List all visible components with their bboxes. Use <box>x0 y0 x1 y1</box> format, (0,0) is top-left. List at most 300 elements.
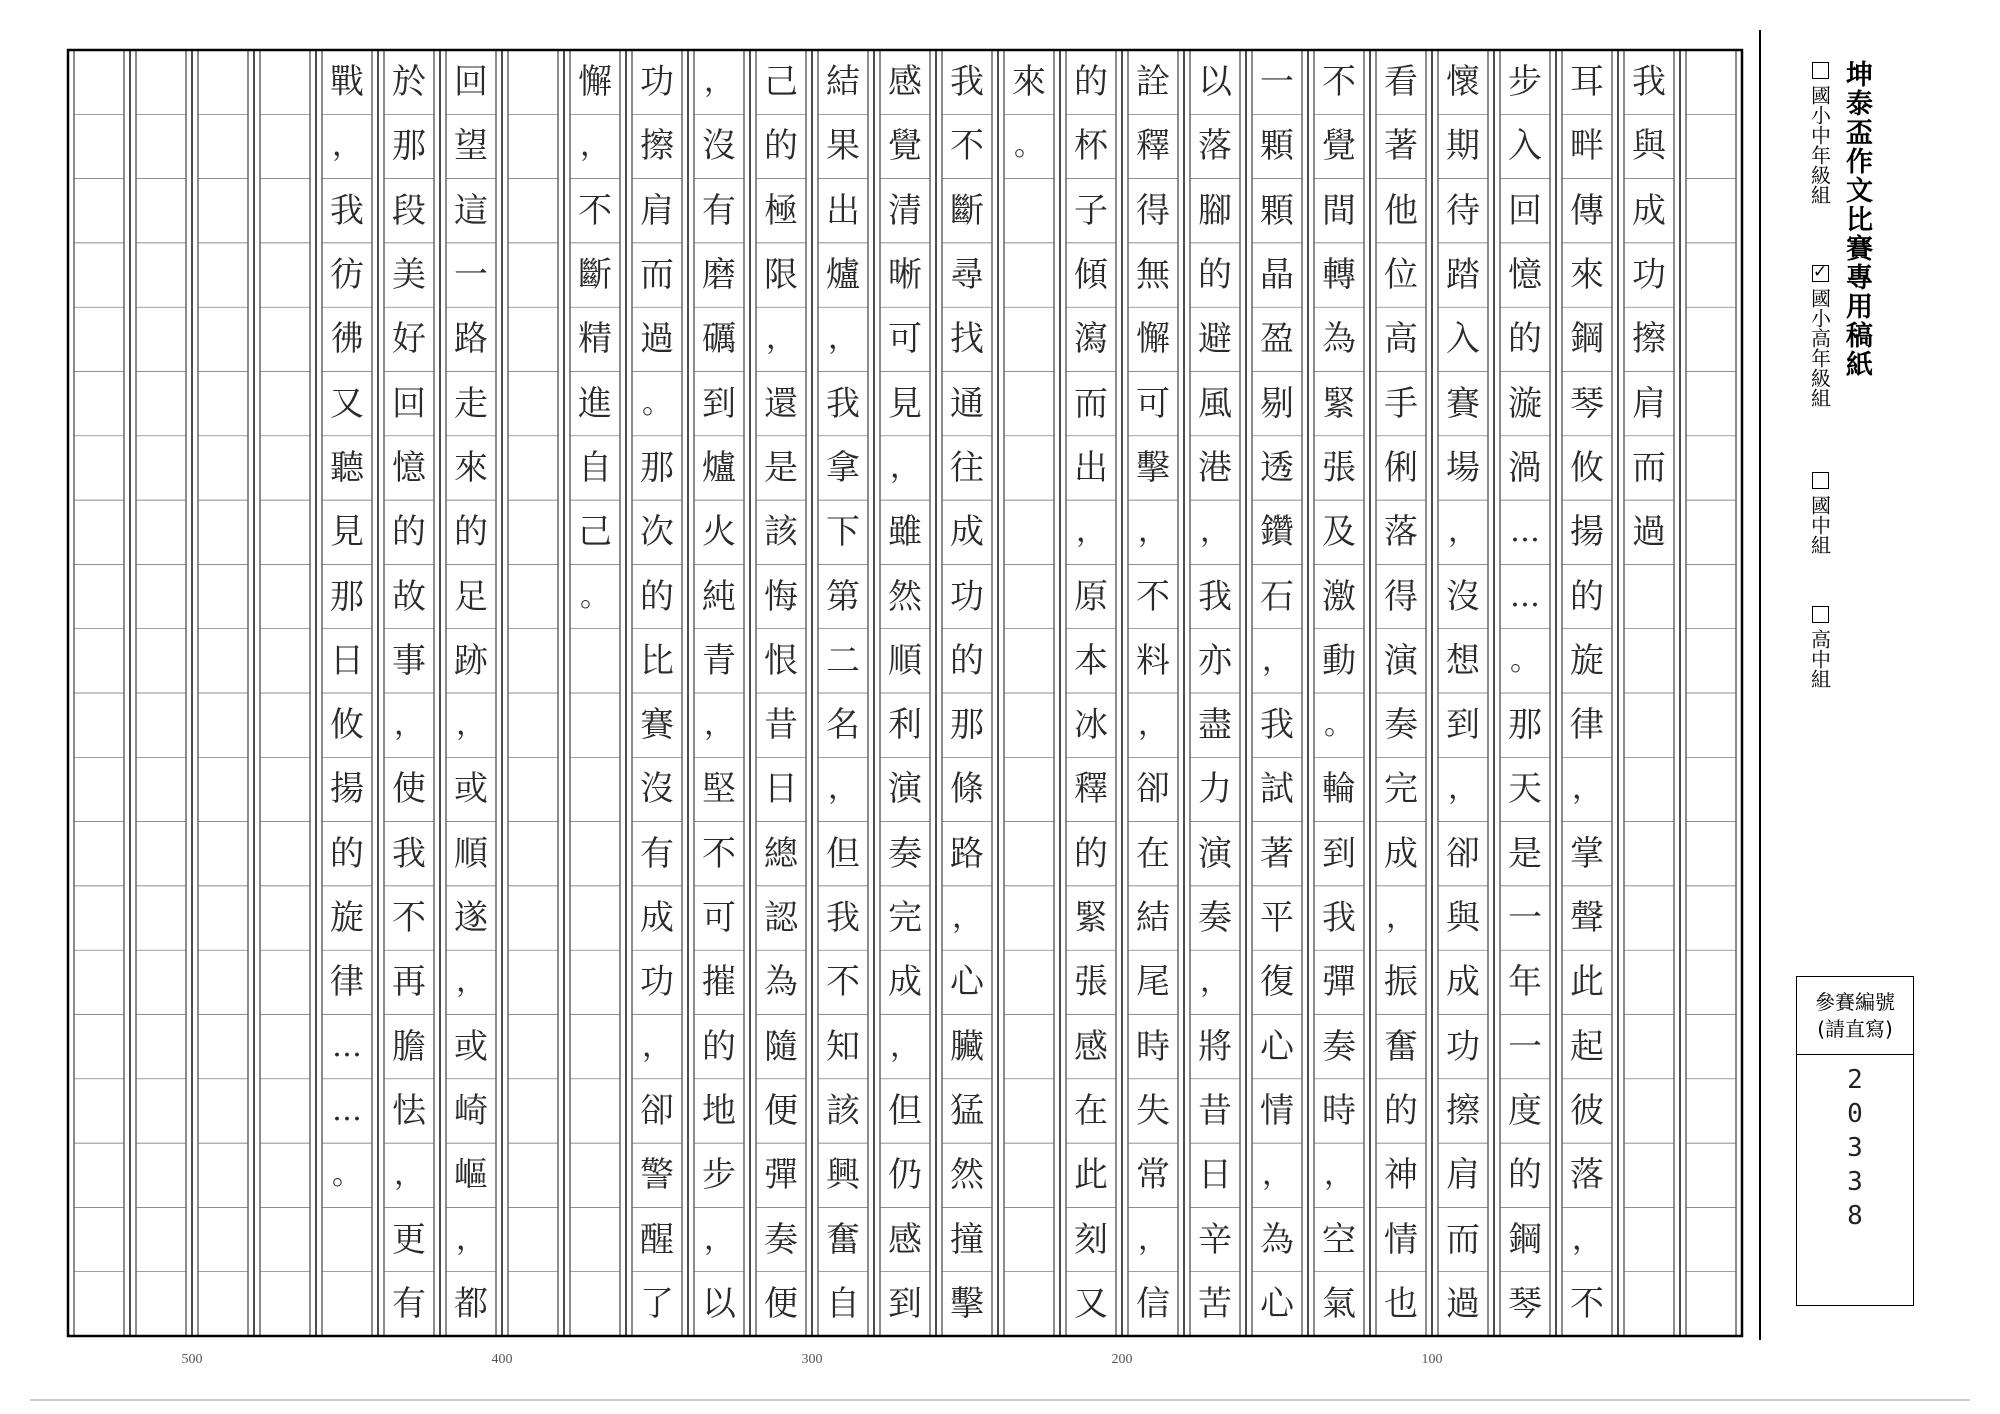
entry-label-line2: (請直寫) <box>1817 1016 1893 1041</box>
char-cell: 腳 <box>1198 190 1232 231</box>
char-cell: 我 <box>1198 576 1232 617</box>
char-cell: 透 <box>1260 447 1294 488</box>
char-cell: 聽 <box>330 447 364 488</box>
char-cell: ， <box>1262 642 1292 678</box>
char-cell: 便 <box>764 1283 798 1324</box>
char-cell: 想 <box>1446 640 1480 681</box>
char-cell: 彼 <box>1570 1090 1604 1131</box>
char-cell: 本 <box>1074 640 1108 681</box>
char-cell: 斷 <box>950 190 984 231</box>
option-label: 高中組 <box>1807 629 1832 689</box>
char-cell: 功 <box>1446 1026 1480 1067</box>
char-cell: 的 <box>1074 833 1108 874</box>
char-cell: 可 <box>1136 383 1170 424</box>
char-cell: 攸 <box>1570 447 1604 488</box>
char-cell: 盡 <box>1198 705 1232 746</box>
char-cell: 。 <box>1324 707 1354 743</box>
char-cell: 有 <box>640 833 674 874</box>
char-cell: 堅 <box>702 769 736 810</box>
char-cell: 期 <box>1446 126 1480 167</box>
char-cell: 恨 <box>764 640 798 681</box>
char-cell: 可 <box>702 898 736 939</box>
char-cell: 情 <box>1384 1219 1418 1260</box>
scale-number: 200 <box>1111 1352 1133 1367</box>
char-cell: 通 <box>950 383 984 424</box>
char-cell: 斷 <box>578 255 612 296</box>
char-cell: 的 <box>950 640 984 681</box>
char-cell: 二 <box>826 640 860 681</box>
char-cell: 時 <box>1136 1026 1170 1067</box>
char-cell: 氣 <box>1322 1283 1356 1324</box>
char-cell: 此 <box>1570 962 1604 1003</box>
char-cell: 沒 <box>1446 576 1480 617</box>
char-cell: 彈 <box>764 1155 798 1196</box>
char-cell: 結 <box>1136 898 1170 939</box>
char-cell: 猛 <box>950 1090 984 1131</box>
char-cell: 奏 <box>1322 1026 1356 1067</box>
char-cell: 剔 <box>1260 383 1294 424</box>
char-cell: 臟 <box>950 1026 984 1067</box>
char-cell: 為 <box>1260 1219 1294 1260</box>
char-cell: 踏 <box>1446 255 1480 296</box>
char-cell: 彷 <box>330 255 364 296</box>
char-cell: ， <box>1200 514 1230 550</box>
char-cell: 一 <box>454 255 488 296</box>
char-cell: 奏 <box>1384 705 1418 746</box>
char-cell: 時 <box>1322 1090 1356 1131</box>
char-cell: 風 <box>1198 383 1232 424</box>
char-cell: 傾 <box>1074 255 1108 296</box>
char-cell: 落 <box>1570 1155 1604 1196</box>
char-cell: 於 <box>392 62 426 103</box>
option-label: 國中組 <box>1807 495 1832 555</box>
char-cell: 揚 <box>1570 512 1604 553</box>
char-cell: 便 <box>764 1090 798 1131</box>
char-cell: 亦 <box>1198 640 1232 681</box>
char-cell: ， <box>1138 1221 1168 1257</box>
char-cell: 得 <box>1136 190 1170 231</box>
char-cell: 手 <box>1384 383 1418 424</box>
checkbox-checked[interactable]: ✓ <box>1812 262 1828 282</box>
char-cell: 振 <box>1384 962 1418 1003</box>
char-cell: 力 <box>1198 769 1232 810</box>
char-cell: ， <box>828 321 858 357</box>
char-cell: 試 <box>1260 769 1294 810</box>
char-cell: 賽 <box>1446 383 1480 424</box>
scale-number: 300 <box>801 1352 823 1367</box>
char-cell: 落 <box>1384 512 1418 553</box>
char-cell: 渦 <box>1508 447 1542 488</box>
char-cell: ， <box>890 1028 920 1064</box>
entry-number-box <box>1796 976 1914 1306</box>
char-cell: 以 <box>702 1283 736 1324</box>
char-cell: 盈 <box>1260 319 1294 360</box>
char-cell: 青 <box>702 640 736 681</box>
char-cell: 醒 <box>640 1219 674 1260</box>
char-cell: 回 <box>1508 190 1542 231</box>
option-label: 國小中年級組 <box>1807 85 1832 205</box>
char-cell: 悔 <box>764 576 798 617</box>
char-cell: 也 <box>1384 1283 1418 1324</box>
char-cell: 利 <box>888 705 922 746</box>
char-cell: ， <box>890 449 920 485</box>
char-cell: 為 <box>764 962 798 1003</box>
char-cell: 又 <box>330 383 364 424</box>
char-cell: 到 <box>1446 705 1480 746</box>
char-cell: 然 <box>950 1155 984 1196</box>
char-cell: 火 <box>702 512 736 553</box>
char-cell: 不 <box>950 126 984 167</box>
char-cell: 杯 <box>1074 126 1108 167</box>
char-cell: 果 <box>826 126 860 167</box>
char-cell: 更 <box>392 1219 426 1260</box>
char-cell: 那 <box>392 126 426 167</box>
char-cell: 我 <box>1322 898 1356 939</box>
scale-number: 500 <box>181 1352 203 1367</box>
char-cell: 見 <box>888 383 922 424</box>
char-cell: 的 <box>640 576 674 617</box>
char-cell: 復 <box>1260 962 1294 1003</box>
char-cell: ， <box>580 128 610 164</box>
char-cell: 琴 <box>1570 383 1604 424</box>
char-cell: 而 <box>1632 447 1666 488</box>
char-cell: 功 <box>950 576 984 617</box>
char-cell: 平 <box>1260 898 1294 939</box>
char-cell: 彈 <box>1322 962 1356 1003</box>
char-cell: 磨 <box>702 255 736 296</box>
char-cell: 這 <box>454 190 488 231</box>
char-cell: 的 <box>1074 62 1108 103</box>
char-cell: 見 <box>330 512 364 553</box>
char-cell: 入 <box>1508 126 1542 167</box>
char-cell: 成 <box>950 512 984 553</box>
char-cell: 卻 <box>1136 769 1170 810</box>
char-cell: 聲 <box>1570 898 1604 939</box>
char-cell: 成 <box>1446 962 1480 1003</box>
char-cell: 天 <box>1508 769 1542 810</box>
char-cell: 漩 <box>1508 383 1542 424</box>
char-cell: ， <box>1138 514 1168 550</box>
char-cell: 跡 <box>454 640 488 681</box>
char-cell: 總 <box>764 833 798 874</box>
char-cell: 順 <box>888 640 922 681</box>
char-cell: 落 <box>1198 126 1232 167</box>
char-cell: ， <box>1448 771 1478 807</box>
char-cell: 第 <box>826 576 860 617</box>
char-cell: 釋 <box>1136 126 1170 167</box>
char-cell: 次 <box>640 512 674 553</box>
char-cell: 間 <box>1322 190 1356 231</box>
char-cell: 日 <box>1198 1155 1232 1196</box>
char-cell: 故 <box>392 576 426 617</box>
char-cell: 的 <box>1570 576 1604 617</box>
char-cell: 我 <box>392 833 426 874</box>
char-cell: 日 <box>330 640 364 681</box>
char-cell: 礪 <box>702 319 736 360</box>
char-cell: 膽 <box>392 1026 426 1067</box>
char-cell: 怯 <box>392 1090 426 1131</box>
char-cell: 下 <box>826 512 860 553</box>
char-cell: 步 <box>1508 62 1542 103</box>
char-cell: 失 <box>1136 1090 1170 1131</box>
char-cell: 感 <box>888 62 922 103</box>
char-cell: ， <box>456 707 486 743</box>
char-cell: 極 <box>764 190 798 231</box>
char-cell: 耳 <box>1570 62 1604 103</box>
char-cell: 顆 <box>1260 190 1294 231</box>
char-cell: 一 <box>1508 1026 1542 1067</box>
option-senior-high[interactable] <box>1800 606 1840 689</box>
char-cell: 出 <box>1074 447 1108 488</box>
char-cell: 比 <box>640 640 674 681</box>
char-cell: 或 <box>454 1026 488 1067</box>
char-cell: 憶 <box>392 447 426 488</box>
char-cell: 再 <box>392 962 426 1003</box>
char-cell: 。 <box>332 1157 362 1193</box>
char-cell: 結 <box>826 62 860 103</box>
char-cell: 限 <box>764 255 798 296</box>
char-cell: 不 <box>1570 1283 1604 1324</box>
char-cell: 擦 <box>640 126 674 167</box>
checkbox[interactable] <box>1812 472 1829 489</box>
char-cell: 擦 <box>1446 1090 1480 1131</box>
char-cell: 地 <box>702 1090 736 1131</box>
scale-number: 100 <box>1421 1352 1443 1367</box>
char-cell: 轉 <box>1322 255 1356 296</box>
char-cell: 得 <box>1384 576 1418 617</box>
char-cell: 過 <box>1632 512 1666 553</box>
char-cell: 擦 <box>1632 319 1666 360</box>
char-cell: 張 <box>1074 962 1108 1003</box>
char-cell: 我 <box>330 190 364 231</box>
char-cell: 鋼 <box>1570 319 1604 360</box>
char-cell: 待 <box>1446 190 1480 231</box>
char-cell: ， <box>1448 514 1478 550</box>
char-cell: 情 <box>1260 1090 1294 1131</box>
char-cell: 昔 <box>1198 1090 1232 1131</box>
char-cell: 鋼 <box>1508 1219 1542 1260</box>
char-cell: ， <box>1386 900 1416 936</box>
char-cell: 自 <box>578 447 612 488</box>
char-cell: ， <box>332 128 362 164</box>
char-cell: 卻 <box>640 1090 674 1131</box>
char-cell: 己 <box>764 62 798 103</box>
char-cell: 功 <box>640 962 674 1003</box>
char-cell: 沒 <box>640 769 674 810</box>
char-cell: 雖 <box>888 512 922 553</box>
char-cell: 鑽 <box>1260 512 1294 553</box>
char-cell: 肩 <box>1632 383 1666 424</box>
char-cell: 昔 <box>764 705 798 746</box>
char-cell: 著 <box>1384 126 1418 167</box>
char-cell: 事 <box>392 640 426 681</box>
char-cell: 入 <box>1446 319 1480 360</box>
char-cell: ， <box>1572 771 1602 807</box>
checkbox[interactable] <box>1812 62 1829 79</box>
char-cell: 隨 <box>764 1026 798 1067</box>
char-cell: 演 <box>1384 640 1418 681</box>
char-cell: 路 <box>454 319 488 360</box>
char-cell: 找 <box>950 319 984 360</box>
char-cell: 成 <box>888 962 922 1003</box>
char-cell: 好 <box>392 319 426 360</box>
char-cell: 戰 <box>330 62 364 103</box>
char-cell: 動 <box>1322 640 1356 681</box>
char-cell: 回 <box>392 383 426 424</box>
char-cell: ， <box>1572 1221 1602 1257</box>
char-cell: 。 <box>1510 642 1540 678</box>
char-cell: 的 <box>702 1026 736 1067</box>
char-cell: 擊 <box>950 1283 984 1324</box>
char-cell: 奏 <box>888 833 922 874</box>
char-cell: ， <box>1076 514 1106 550</box>
char-cell: 美 <box>392 255 426 296</box>
char-cell: 的 <box>1384 1090 1418 1131</box>
char-cell: 或 <box>454 769 488 810</box>
char-cell: 到 <box>888 1283 922 1324</box>
char-cell: 還 <box>764 383 798 424</box>
char-cell: ， <box>456 964 486 1000</box>
option-elementary-middle[interactable] <box>1800 62 1840 205</box>
option-junior-high[interactable] <box>1800 472 1840 555</box>
char-cell: 詮 <box>1136 62 1170 103</box>
entry-number-label <box>1797 977 1913 1055</box>
char-cell: 原 <box>1074 576 1108 617</box>
char-cell: 回 <box>454 62 488 103</box>
char-cell: 那 <box>330 576 364 617</box>
entry-label-line1: 參賽編號 <box>1815 989 1895 1014</box>
char-cell: 撞 <box>950 1219 984 1260</box>
char-cell: 旋 <box>1570 640 1604 681</box>
char-cell: 摧 <box>702 962 736 1003</box>
char-cell: 畔 <box>1570 126 1604 167</box>
char-cell: ， <box>642 1028 672 1064</box>
char-cell: … <box>1510 514 1540 550</box>
char-cell: 冰 <box>1074 705 1108 746</box>
char-cell: 純 <box>702 576 736 617</box>
char-cell: 嶇 <box>454 1155 488 1196</box>
char-cell: 的 <box>392 512 426 553</box>
option-elementary-upper[interactable] <box>1800 262 1840 408</box>
char-cell: 功 <box>640 62 674 103</box>
char-cell: 賽 <box>640 705 674 746</box>
entry-number-value[interactable]: 20338 <box>1840 1065 1870 1235</box>
char-cell: 與 <box>1632 126 1666 167</box>
char-cell: … <box>1510 578 1540 614</box>
char-cell: 演 <box>1198 833 1232 874</box>
char-cell: 激 <box>1322 576 1356 617</box>
char-cell: 來 <box>1570 255 1604 296</box>
char-cell: 不 <box>578 190 612 231</box>
char-cell: 但 <box>888 1090 922 1131</box>
char-cell: 爐 <box>826 255 860 296</box>
char-cell: 有 <box>702 190 736 231</box>
char-cell: 自 <box>826 1283 860 1324</box>
char-cell: 尾 <box>1136 962 1170 1003</box>
char-cell: 緊 <box>1322 383 1356 424</box>
char-cell: 我 <box>1260 705 1294 746</box>
char-cell: 。 <box>1014 128 1044 164</box>
char-cell: 一 <box>1260 62 1294 103</box>
char-cell: 度 <box>1508 1090 1542 1131</box>
char-cell: 完 <box>1384 769 1418 810</box>
char-cell: 律 <box>330 962 364 1003</box>
char-cell: 揚 <box>330 769 364 810</box>
char-cell: 他 <box>1384 190 1418 231</box>
char-cell: 路 <box>950 833 984 874</box>
char-cell: 俐 <box>1384 447 1418 488</box>
char-cell: ， <box>704 707 734 743</box>
char-cell: 一 <box>1508 898 1542 939</box>
char-cell: 感 <box>888 1219 922 1260</box>
char-cell: 肩 <box>1446 1155 1480 1196</box>
char-cell: 為 <box>1322 319 1356 360</box>
char-cell: 此 <box>1074 1155 1108 1196</box>
char-cell: 著 <box>1260 833 1294 874</box>
char-cell: 可 <box>888 319 922 360</box>
char-cell: 懈 <box>578 62 612 103</box>
char-cell: 來 <box>454 447 488 488</box>
char-cell: 而 <box>1446 1219 1480 1260</box>
char-cell: 精 <box>578 319 612 360</box>
checkbox[interactable] <box>1812 606 1829 623</box>
char-cell: 子 <box>1074 190 1108 231</box>
char-cell: 覺 <box>888 126 922 167</box>
char-cell: 瀉 <box>1074 319 1108 360</box>
char-cell: 都 <box>454 1283 488 1324</box>
char-cell: 。 <box>642 385 672 421</box>
char-cell: 步 <box>702 1155 736 1196</box>
char-cell: 的 <box>1508 319 1542 360</box>
char-cell: 走 <box>454 383 488 424</box>
char-cell: 了 <box>640 1283 674 1324</box>
char-cell: 崎 <box>454 1090 488 1131</box>
char-cell: 但 <box>826 833 860 874</box>
char-cell: 興 <box>826 1155 860 1196</box>
char-cell: 演 <box>888 769 922 810</box>
char-cell: 覺 <box>1322 126 1356 167</box>
char-cell: 是 <box>1508 833 1542 874</box>
char-cell: 條 <box>950 769 984 810</box>
char-cell: ， <box>394 707 424 743</box>
char-cell: 琴 <box>1508 1283 1542 1324</box>
char-cell: 及 <box>1322 512 1356 553</box>
char-cell: 卻 <box>1446 833 1480 874</box>
char-cell: 又 <box>1074 1283 1108 1324</box>
form-title: 坤泰盃作文比賽專用稿紙 <box>1841 60 1872 379</box>
char-cell: 遂 <box>454 898 488 939</box>
char-cell: 以 <box>1198 62 1232 103</box>
char-cell: 有 <box>392 1283 426 1324</box>
char-cell: 張 <box>1322 447 1356 488</box>
char-cell: 心 <box>1260 1283 1294 1324</box>
char-cell: 到 <box>702 383 736 424</box>
char-cell: ， <box>394 1157 424 1193</box>
char-cell: 輪 <box>1322 769 1356 810</box>
char-cell: 來 <box>1012 62 1046 103</box>
char-cell: 無 <box>1136 255 1170 296</box>
char-cell: 完 <box>888 898 922 939</box>
char-cell: 該 <box>826 1090 860 1131</box>
char-cell: 的 <box>1198 255 1232 296</box>
char-cell: 警 <box>640 1155 674 1196</box>
char-cell: 過 <box>640 319 674 360</box>
char-cell: 不 <box>1136 576 1170 617</box>
char-cell: 與 <box>1446 898 1480 939</box>
char-cell: 成 <box>1384 833 1418 874</box>
char-cell: 我 <box>826 383 860 424</box>
char-cell: … <box>332 1092 362 1128</box>
